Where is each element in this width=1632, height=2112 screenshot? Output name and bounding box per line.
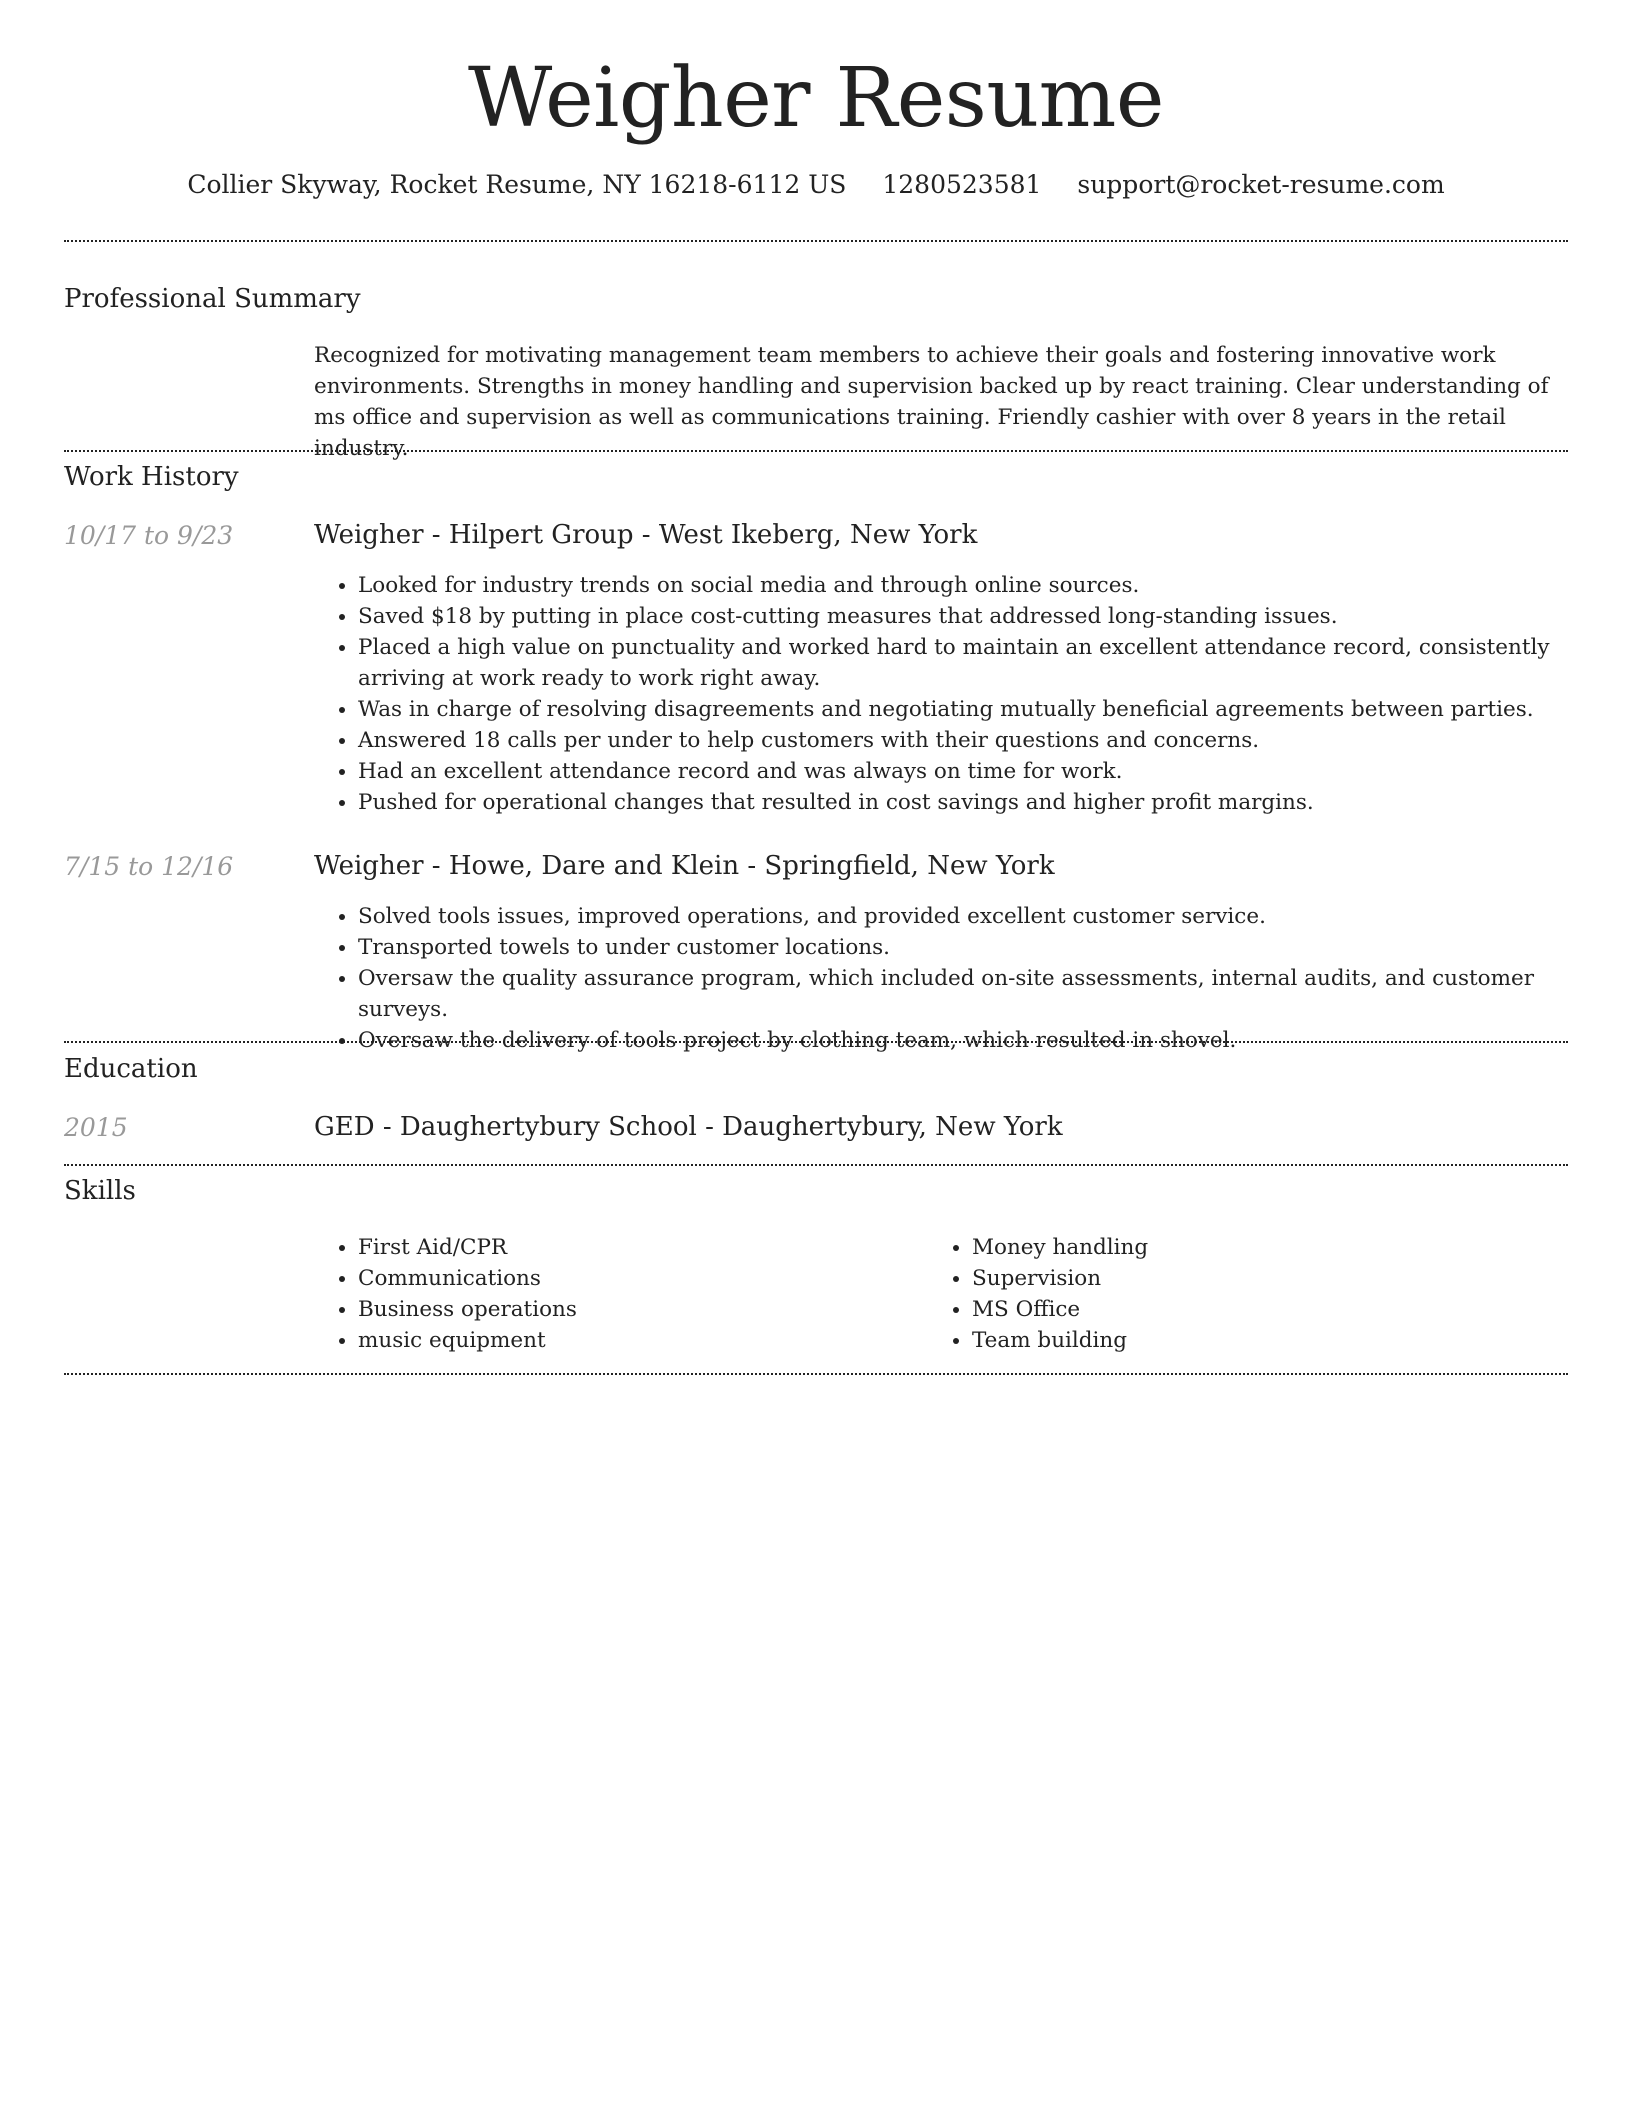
job-bullets bbox=[314, 901, 1612, 1056]
skill-item: • First Aid/CPR bbox=[358, 1232, 577, 1263]
contact-address: Collier Skyway, Rocket Resume, NY 16218-6112 US bbox=[187, 170, 847, 199]
job-title: Weigher - Hilpert Group - West Ikeberg, New York bbox=[314, 520, 978, 550]
list-item: • Had an excellent attendance record and was always on time for work. bbox=[358, 756, 1612, 787]
list-item: • Oversaw the quality assurance program, which included on-site assessments, internal audits, and customer surveys. bbox=[358, 963, 1612, 1025]
divider bbox=[64, 1041, 1568, 1043]
resume-title: Weigher Resume bbox=[468, 51, 1164, 146]
list-item: • Saved $18 by putting in place cost-cutting measures that addressed long-standing issues. bbox=[358, 601, 1612, 632]
section-title-work-history: Work History bbox=[64, 462, 239, 492]
skill-item: • music equipment bbox=[358, 1325, 577, 1356]
divider bbox=[64, 240, 1568, 242]
skills-list-right bbox=[928, 1232, 1148, 1356]
contact-phone: 1280523581 bbox=[882, 170, 1042, 199]
skills-list-left bbox=[314, 1232, 577, 1356]
job-dates: 7/15 to 12/16 bbox=[64, 852, 234, 881]
list-item: • Looked for industry trends on social media and through online sources. bbox=[358, 570, 1612, 601]
job-bullets bbox=[314, 570, 1612, 818]
skill-item: • Supervision bbox=[972, 1263, 1148, 1294]
divider bbox=[64, 450, 1568, 452]
skill-item: • Money handling bbox=[972, 1232, 1148, 1263]
list-item: • Was in charge of resolving disagreements and negotiating mutually beneficial agreements between parties. bbox=[358, 694, 1612, 725]
list-item: • Pushed for operational changes that resulted in cost savings and higher profit margins. bbox=[358, 787, 1612, 818]
job-dates: 10/17 to 9/23 bbox=[64, 521, 234, 550]
education-title: GED - Daughertybury School - Daughertybury, New York bbox=[314, 1112, 1063, 1142]
divider bbox=[64, 1164, 1568, 1166]
education-year: 2015 bbox=[64, 1113, 128, 1142]
list-item: • Solved tools issues, improved operations, and provided excellent customer service. bbox=[358, 901, 1612, 932]
divider bbox=[64, 1373, 1568, 1375]
section-title-skills: Skills bbox=[64, 1176, 136, 1206]
section-title-summary: Professional Summary bbox=[64, 284, 361, 314]
skill-item: • Communications bbox=[358, 1263, 577, 1294]
list-item: • Answered 18 calls per under to help customers with their questions and concerns. bbox=[358, 725, 1612, 756]
list-item: • Transported towels to under customer locations. bbox=[358, 932, 1612, 963]
job-title: Weigher - Howe, Dare and Klein - Springfield, New York bbox=[314, 851, 1055, 881]
list-item: • Placed a high value on punctuality and worked hard to maintain an excellent attendance record, consistently arriving at work ready to work right away. bbox=[358, 632, 1612, 694]
list-item: • Oversaw the delivery of tools project by clothing team, which resulted in shovel. bbox=[358, 1025, 1612, 1056]
skill-item: • Business operations bbox=[358, 1294, 577, 1325]
contact-email[interactable]: support@rocket-resume.com bbox=[1077, 170, 1445, 199]
contact-line bbox=[0, 170, 1632, 199]
skill-item: • MS Office bbox=[972, 1294, 1148, 1325]
summary-text: Recognized for motivating management team members to achieve their goals and fostering innovative work environments. Strengths in money handling and supervision backed up by react training. Clear understanding of ms office and supervision as well as communications training. Friendly cashier with over 8 years in the retail industry. bbox=[314, 343, 1549, 461]
section-title-education: Education bbox=[64, 1054, 198, 1084]
skill-item: • Team building bbox=[972, 1325, 1148, 1356]
